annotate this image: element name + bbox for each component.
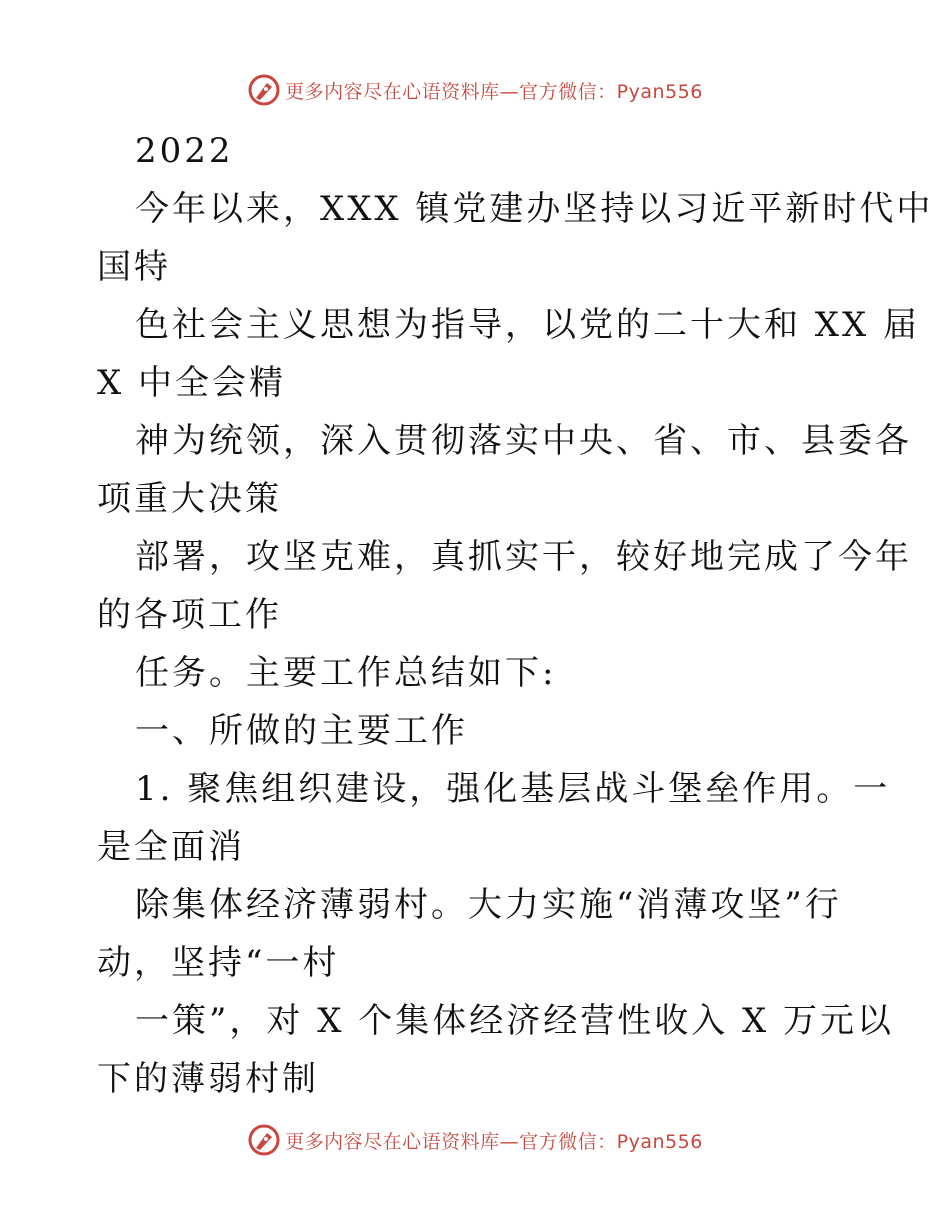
doc-line: 今年以来，XXX 镇党建办坚持以习近平新时代中 [135, 189, 934, 229]
pen-nib-logo-icon [247, 1123, 281, 1157]
doc-line: 神为统领，深入贯彻落实中央、省、市、县委各 [135, 421, 912, 461]
doc-line: 项重大决策 [97, 479, 282, 519]
section-heading: 一、所做的主要工作 [135, 711, 468, 751]
doc-line: 下的薄弱村制 [97, 1059, 319, 1099]
footer-watermark-banner [0, 1120, 950, 1160]
doc-line: 国特 [97, 247, 171, 287]
doc-line: 的各项工作 [97, 595, 282, 635]
footer-banner-text: 更多内容尽在心语资料库—官方微信：Pyan556 [285, 1130, 703, 1153]
doc-line: 2022 [135, 131, 234, 171]
doc-line: 任务。主要工作总结如下: [135, 653, 557, 693]
doc-line: 是全面消 [97, 827, 245, 867]
header-banner-text: 更多内容尽在心语资料库—官方微信：Pyan556 [285, 80, 703, 103]
pen-nib-logo-icon [247, 73, 281, 107]
doc-line: X 中全会精 [97, 363, 287, 403]
header-watermark-banner [0, 70, 950, 110]
doc-line: 动，坚持“一村 [97, 943, 340, 983]
doc-line: 一策”，对 X 个集体经济经营性收入 X 万元以 [135, 1001, 895, 1041]
document-body [97, 122, 934, 1108]
doc-line: 色社会主义思想为指导，以党的二十大和 XX 届 [135, 305, 921, 345]
doc-line: 部署，攻坚克难，真抓实干，较好地完成了今年 [135, 537, 912, 577]
doc-line: 除集体经济薄弱村。大力实施“消薄攻坚”行 [135, 885, 842, 925]
doc-line: 1. 聚焦组织建设，强化基层战斗堡垒作用。一 [135, 769, 891, 809]
